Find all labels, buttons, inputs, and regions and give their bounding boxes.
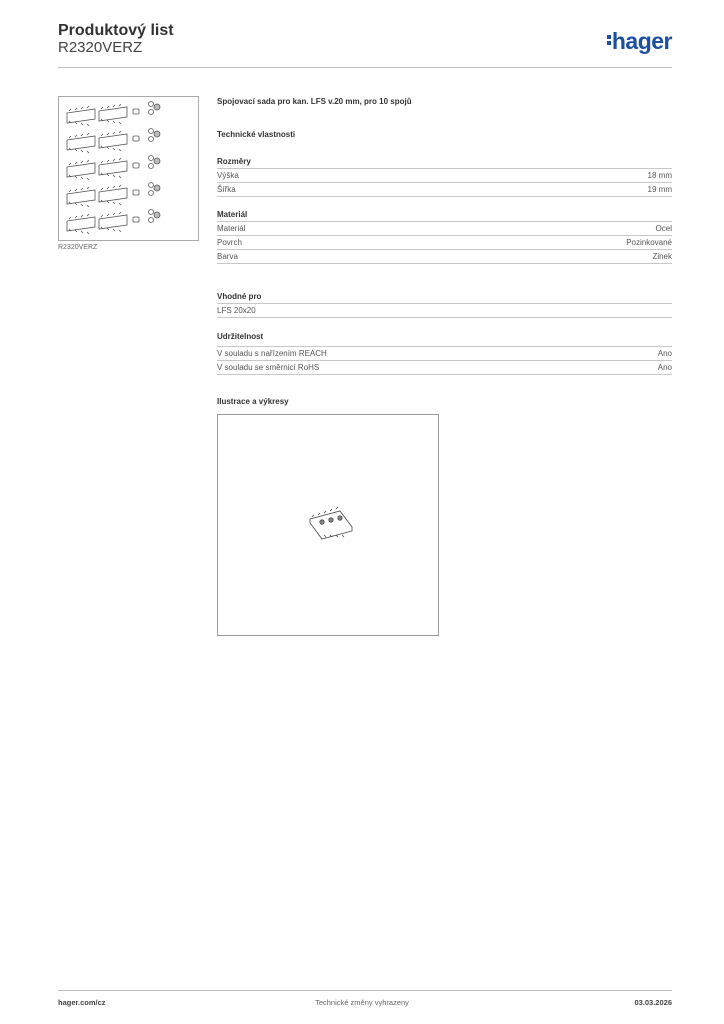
footer-notice: Technické změny vyhrazeny [315,998,409,1007]
image-caption: R2320VERZ [58,244,98,251]
connector-kit-icon [59,97,198,240]
table-row: V souladu s nařízením REACH Ano [217,346,672,360]
footer-divider [58,990,672,991]
material-heading: Materiál [217,210,248,219]
logo-dot-icon [607,41,611,45]
hager-logo [607,28,672,55]
dimensions-heading: Rozměry [217,157,251,166]
footer-date: 03.03.2026 [634,998,672,1007]
sustainability-heading: Udržitelnost [217,332,264,341]
product-description: Spojovací sada pro kan. LFS v.20 mm, pro 10 spojů [217,97,412,106]
product-code: R2320VERZ [58,39,143,56]
table-row: Povrch Pozinkované [217,235,672,249]
table-row: LFS 20x20 [217,303,672,318]
page-title: Produktový list [58,22,174,39]
header-divider [58,67,672,68]
connector-drawing-icon [218,415,438,635]
technical-drawing [217,414,439,636]
table-row: Výška 18 mm [217,168,672,182]
logo-text: hager [611,28,672,54]
table-row: Barva Zinek [217,249,672,264]
technical-heading: Technické vlastnosti [217,130,296,139]
table-row: Materiál Ocel [217,221,672,235]
suitable-heading: Vhodné pro [217,292,262,301]
footer-website[interactable]: hager.com/cz [58,998,106,1007]
illustrations-heading: Ilustrace a výkresy [217,397,289,406]
product-image [58,96,199,241]
table-row: V souladu se směrnicí RoHS Ano [217,360,672,375]
table-row: Šířka 19 mm [217,182,672,197]
